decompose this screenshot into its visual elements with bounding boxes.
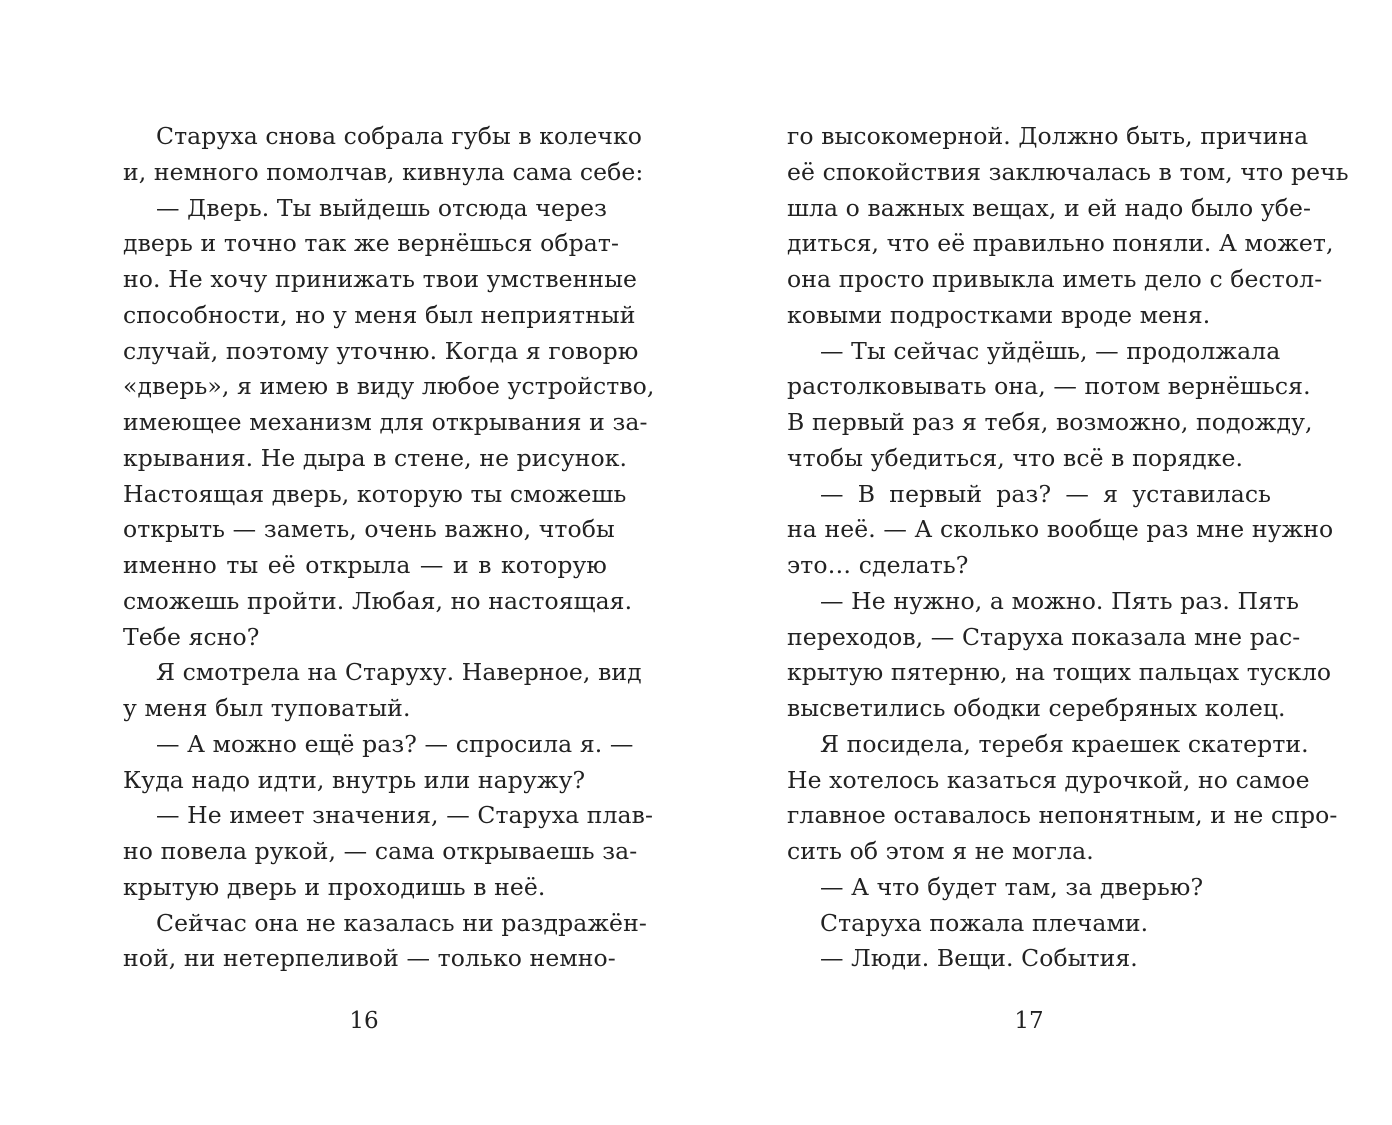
- text-line: Куда надо идти, внутрь или наружу?: [123, 765, 586, 794]
- text-line: именно ты её открыла — и в которую: [123, 551, 607, 579]
- text-line: но. Не хочу принижать твои умственные: [123, 265, 637, 293]
- text-line: это… сделать?: [787, 551, 969, 579]
- text-line: дверь и точно так же вернёшься обрат-: [123, 229, 620, 258]
- text-line: — Дверь. Ты выйдешь отсюда через: [156, 193, 608, 222]
- text-line: её спокойствия заключалась в том, что речь: [787, 157, 1349, 186]
- text-line: и, немного помолчав, кивнула сама себе:: [123, 157, 644, 186]
- text-line: — Ты сейчас уйдёшь, — продолжала: [820, 336, 1281, 365]
- text-line: — В первый раз? — я уставилась: [820, 479, 1271, 508]
- text-line: крытую дверь и проходишь в неё.: [123, 872, 546, 901]
- page-number-left: 16: [349, 1008, 379, 1034]
- text-line: — Люди. Вещи. События.: [820, 944, 1138, 973]
- text-line: Тебе ясно?: [123, 622, 260, 651]
- text-line: крытую пятерню, на тощих пальцах тускло: [787, 658, 1332, 687]
- text-line: растолковывать она, — потом вернёшься.: [787, 372, 1311, 401]
- right-page-text: [787, 119, 1349, 977]
- page-number-right: 17: [1014, 1008, 1044, 1034]
- text-line: сить об этом я не могла.: [787, 837, 1094, 865]
- text-line: го высокомерной. Должно быть, причина: [787, 122, 1309, 150]
- text-line: В первый раз я тебя, возможно, подожду,: [787, 408, 1313, 436]
- text-line: диться, что её правильно поняли. А может,: [787, 229, 1334, 258]
- text-line: Сейчас она не казалась ни раздражён-: [156, 908, 647, 937]
- text-line: случай, поэтому уточню. Когда я говорю: [123, 336, 639, 365]
- text-line: сможешь пройти. Любая, но настоящая.: [123, 586, 633, 615]
- text-line: «дверь», я имею в виду любое устройство,: [123, 372, 655, 401]
- text-line: чтобы убедиться, что всё в порядке.: [787, 443, 1244, 472]
- text-line: Не хотелось казаться дурочкой, но самое: [787, 765, 1310, 794]
- text-line: имеющее механизм для открывания и за-: [123, 408, 648, 436]
- text-line: ковыми подростками вроде меня.: [787, 300, 1211, 329]
- text-line: Я смотрела на Старуху. Наверное, вид: [156, 658, 642, 687]
- text-line: высветились ободки серебряных колец.: [787, 694, 1286, 722]
- text-line: — А можно ещё раз? — спросила я. —: [156, 729, 634, 758]
- text-line: способности, но у меня был неприятный: [123, 300, 636, 329]
- text-line: переходов, — Старуха показала мне рас-: [787, 622, 1301, 651]
- text-line: Настоящая дверь, которую ты сможешь: [123, 479, 627, 508]
- text-line: у меня был туповатый.: [123, 694, 411, 722]
- text-line: — А что будет там, за дверью?: [820, 872, 1204, 901]
- text-line: открыть — заметь, очень важно, чтобы: [123, 515, 615, 544]
- text-line: Старуха снова собрала губы в колечко: [156, 122, 643, 150]
- text-line: главное оставалось непонятным, и не спро-: [787, 801, 1338, 830]
- text-line: Старуха пожала плечами.: [820, 908, 1149, 937]
- text-line: — Не имеет значения, — Старуха плав-: [156, 801, 654, 830]
- text-line: шла о важных вещах, и ей надо было убе-: [787, 193, 1312, 222]
- text-line: она просто привыкла иметь дело с бестол-: [787, 265, 1323, 293]
- left-page-text: [123, 119, 655, 977]
- text-line: — Не нужно, а можно. Пять раз. Пять: [820, 586, 1299, 615]
- text-line: на неё. — А сколько вообще раз мне нужно: [787, 515, 1334, 544]
- text-line: ной, ни нетерпеливой — только немно-: [123, 944, 616, 973]
- text-line: Я посидела, теребя краешек скатерти.: [820, 729, 1309, 758]
- text-line: но повела рукой, — сама открываешь за-: [123, 837, 638, 865]
- text-line: крывания. Не дыра в стене, не рисунок.: [123, 443, 628, 472]
